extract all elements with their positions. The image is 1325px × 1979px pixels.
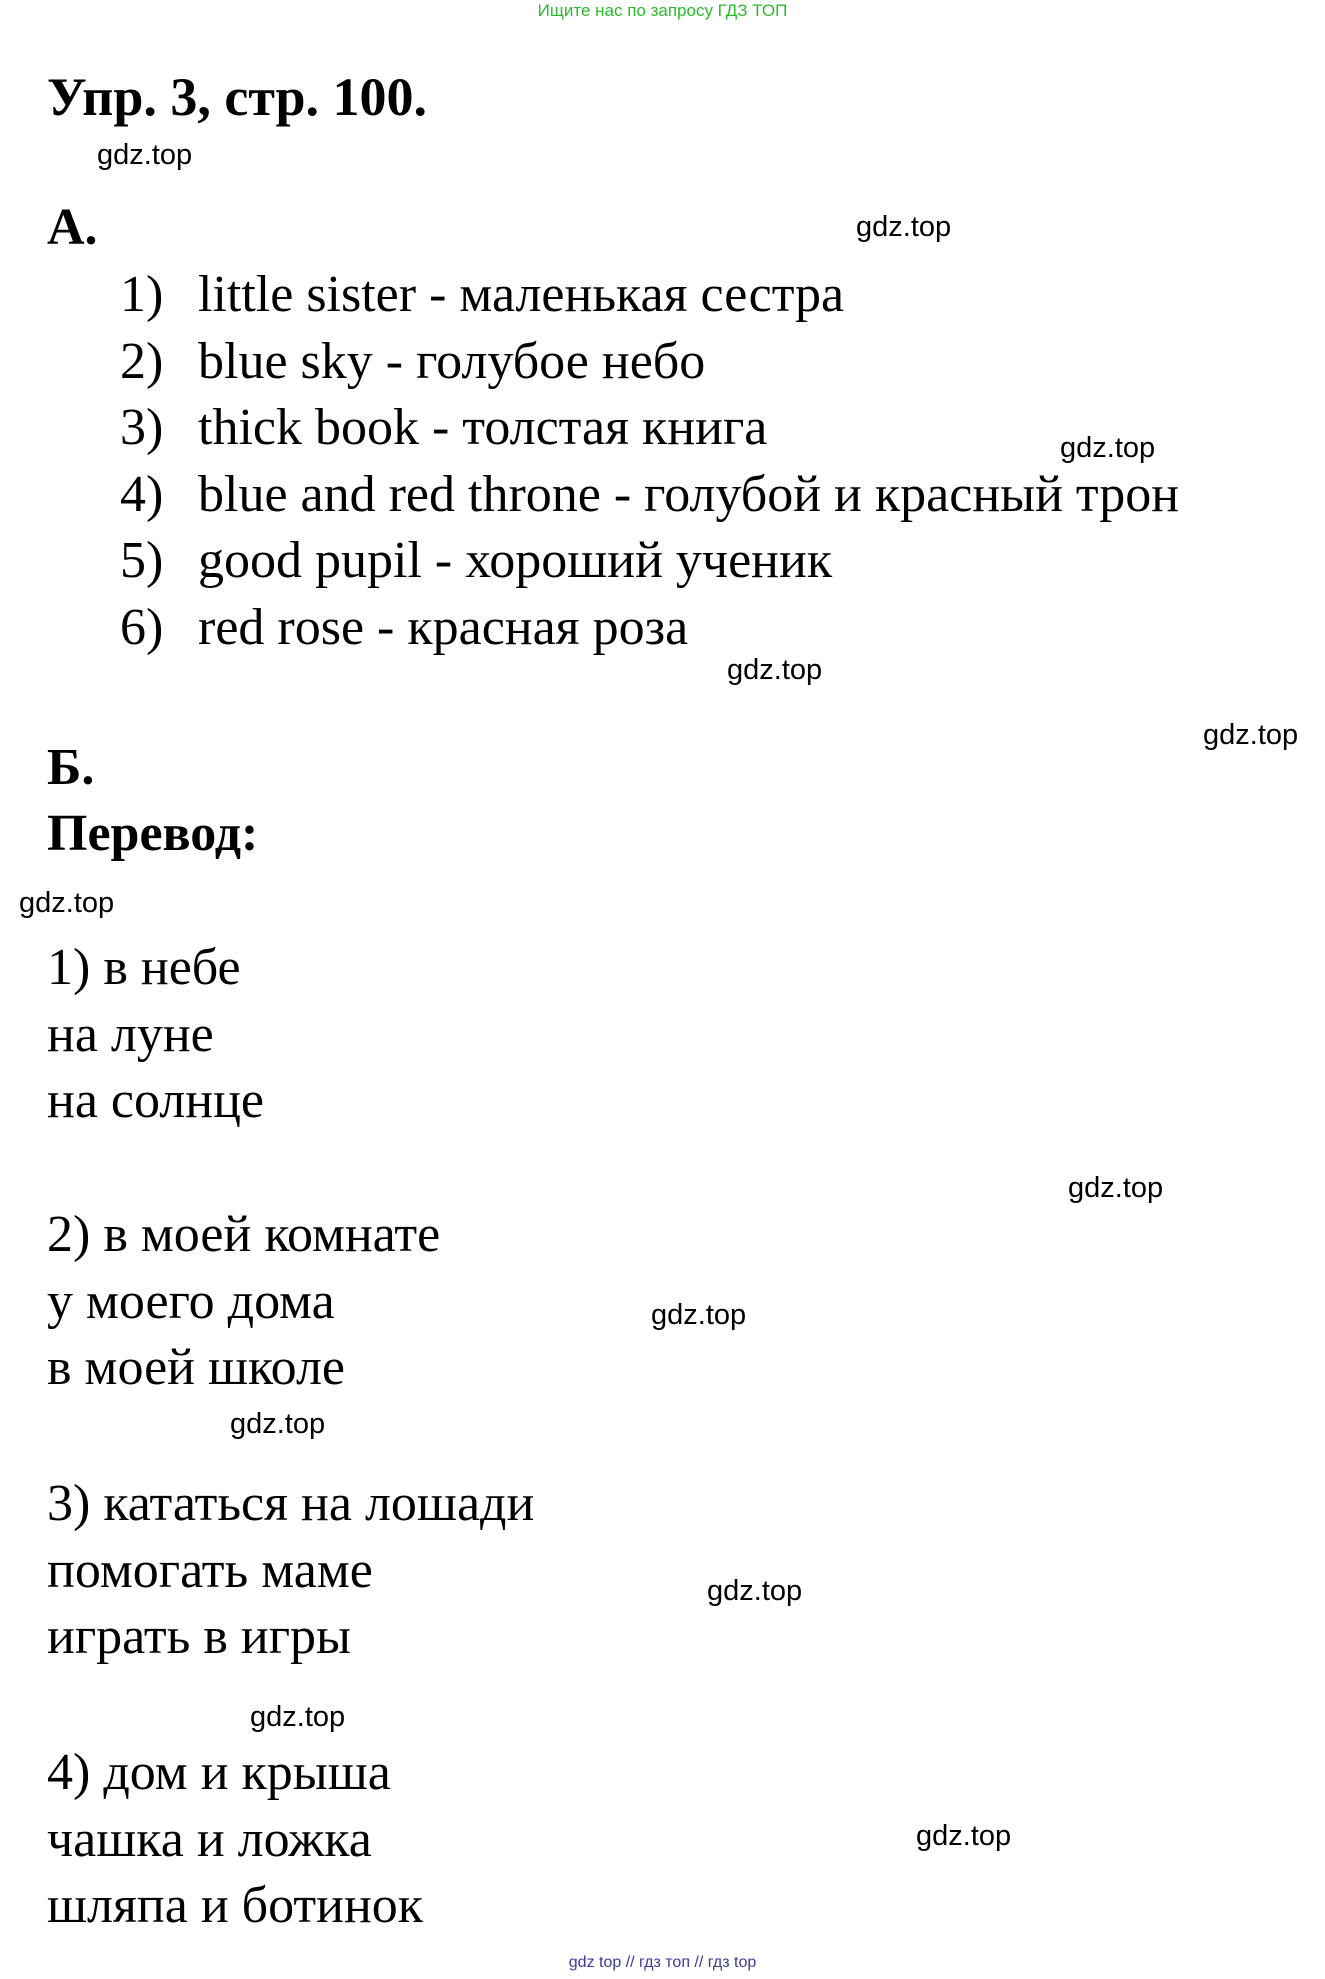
watermark: gdz.top <box>916 1820 1012 1852</box>
item-text: thick book - толстая книга <box>198 399 768 456</box>
section-a-label: А. <box>47 199 98 256</box>
watermark: gdz.top <box>651 1299 747 1331</box>
watermark: gdz.top <box>727 654 823 686</box>
translation-line: на солнце <box>47 1072 264 1129</box>
section-a-list <box>120 262 1179 661</box>
list-item <box>120 462 1179 529</box>
watermark: gdz.top <box>1060 432 1156 464</box>
translation-group-1 <box>47 935 264 1135</box>
list-item <box>120 262 1179 329</box>
translation-line: на луне <box>47 1005 214 1063</box>
item-number: 3) <box>120 399 164 456</box>
list-item <box>120 395 1179 462</box>
translation-line: шляпа и ботинок <box>47 1877 424 1934</box>
item-text: little sister - маленькая сестра <box>198 266 845 323</box>
translation-group-4 <box>47 1740 423 1940</box>
watermark: gdz.top <box>97 139 193 171</box>
list-item <box>120 528 1179 595</box>
translation-line: чашка и ложка <box>47 1810 372 1868</box>
watermark: gdz.top <box>250 1701 346 1733</box>
footer-links[interactable]: gdz top // гдз топ // гдз top <box>568 1954 757 1971</box>
translation-line: в моей школе <box>47 1339 346 1396</box>
translation-group-2 <box>47 1202 440 1402</box>
translation-group-3 <box>47 1471 534 1671</box>
list-item <box>120 329 1179 396</box>
item-number: 4) <box>120 465 164 523</box>
watermark: gdz.top <box>1203 719 1299 751</box>
item-text: blue and red throne - голубой и красный трон <box>198 465 1180 523</box>
translation-line: 2) в моей комнате <box>47 1206 441 1263</box>
item-text: red rose - красная роза <box>198 598 689 656</box>
item-number: 2) <box>120 332 164 390</box>
translation-line: 3) кататься на лошади <box>47 1475 535 1532</box>
list-item <box>120 595 1179 662</box>
watermark: gdz.top <box>19 887 115 919</box>
item-number: 6) <box>120 598 164 656</box>
translation-line: 1) в небе <box>47 939 241 996</box>
watermark: gdz.top <box>856 211 952 243</box>
translation-line: 4) дом и крыша <box>47 1744 391 1801</box>
section-b-subtitle: Перевод: <box>47 805 259 862</box>
translation-line: у моего дома <box>47 1272 335 1330</box>
watermark: gdz.top <box>707 1575 803 1607</box>
watermark: gdz.top <box>230 1408 326 1440</box>
item-text: blue sky - голубое небо <box>198 332 706 390</box>
item-text: good pupil - хороший ученик <box>198 532 833 589</box>
translation-line: помогать маме <box>47 1541 373 1599</box>
page-title: Упр. 3, стр. 100. <box>47 67 428 127</box>
section-b-label: Б. <box>47 739 95 796</box>
item-number: 5) <box>120 532 164 589</box>
top-banner[interactable]: Ищите нас по запросу ГДЗ ТОП <box>537 1 788 20</box>
watermark: gdz.top <box>1068 1172 1164 1204</box>
item-number: 1) <box>120 266 164 323</box>
translation-line: играть в игры <box>47 1608 351 1665</box>
